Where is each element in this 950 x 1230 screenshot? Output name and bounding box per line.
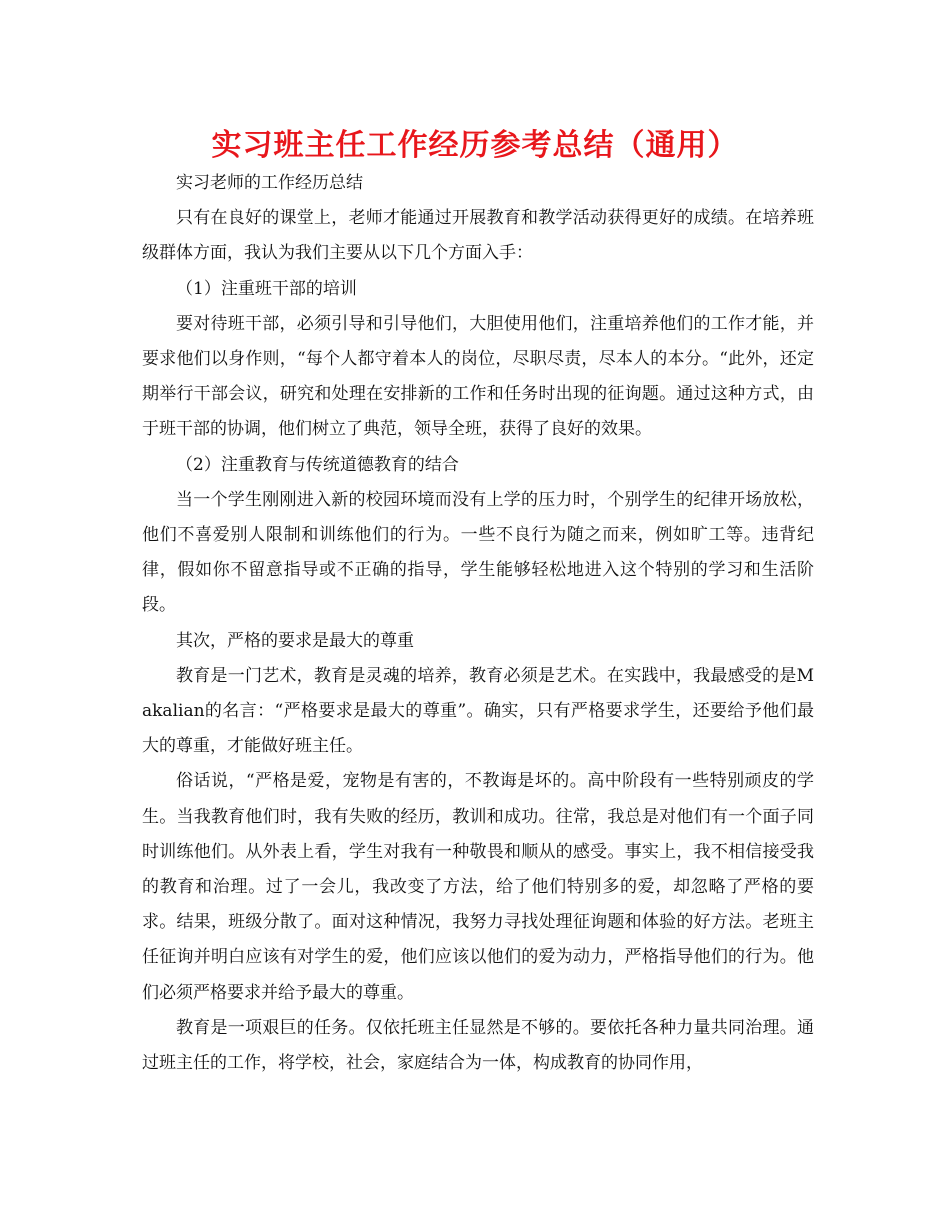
section-heading: （1）注重班干部的培训 — [176, 278, 357, 299]
section-heading: （2）注重教育与传统道德教育的结合 — [176, 454, 459, 475]
paragraph: 只有在良好的课堂上，老师才能通过开展教育和教学活动获得更好的成绩。在培养班级群体方面，我认为我们主要从以下几个方面入手： — [142, 208, 814, 264]
section-heading: 实习老师的工作经历总结 — [176, 173, 363, 193]
paragraph: 要对待班干部，必须引导和引导他们，大胆使用他们，注重培养他们的工作才能，并要求他们以身作则，“每个人都守着本人的岗位，尽职尽责，尽本人的本分。“此外，还定期举行干部会议，研究和处理在安排新的工作和任务时出现的征询题。通过这种方式，由于班干部的协调，他们树立了典范，领导全班，获得了良好的效果。 — [142, 313, 814, 440]
paragraph: 俗话说，“严格是爱，宠物是有害的，不教诲是坏的。高中阶段有一些特别顽皮的学生。当我教育他们时，我有失败的经历，教训和成功。往常，我总是对他们有一个面子同时训练他们。从外表上看，学生对我有一种敬畏和顺从的感受。事实上，我不相信接受我的教育和治理。过了一会儿，我改变了方法，给了他们特别多的爱，却忽略了严格的要求。结果，班级分散了。面对这种情况，我努力寻找处理征询题和体验的好方法。老班主任征询并明白应该有对学生的爱，他们应该以他们的爱为动力，严格指导他们的行为。他们必须严格要求并给予最大的尊重。 — [142, 771, 814, 1003]
paragraph: 当一个学生刚刚进入新的校园环境而没有上学的压力时，个别学生的纪律开场放松，他们不喜爱别人限制和训练他们的行为。一些不良行为随之而来，例如旷工等。违背纪律，假如你不留意指导或不正确的指导，学生能够轻松地进入这个特别的学习和生活阶段。 — [142, 489, 814, 616]
document-title: 实习班主任工作经历参考总结（通用） — [211, 128, 739, 163]
document-body — [142, 166, 814, 1081]
paragraph: 教育是一门艺术，教育是灵魂的培养，教育必须是艺术。在实践中，我最感受的是Makalian的名言：“严格要求是最大的尊重”。确实，只有严格要求学生，还要给予他们最大的尊重，才能做好班主任。 — [142, 665, 814, 757]
section-heading: 其次，严格的要求是最大的尊重 — [176, 630, 414, 651]
paragraph: 教育是一项艰巨的任务。仅依托班主任显然是不够的。要依托各种力量共同治理。通过班主任的工作，将学校，社会，家庭结合为一体，构成教育的协同作用， — [142, 1017, 814, 1074]
